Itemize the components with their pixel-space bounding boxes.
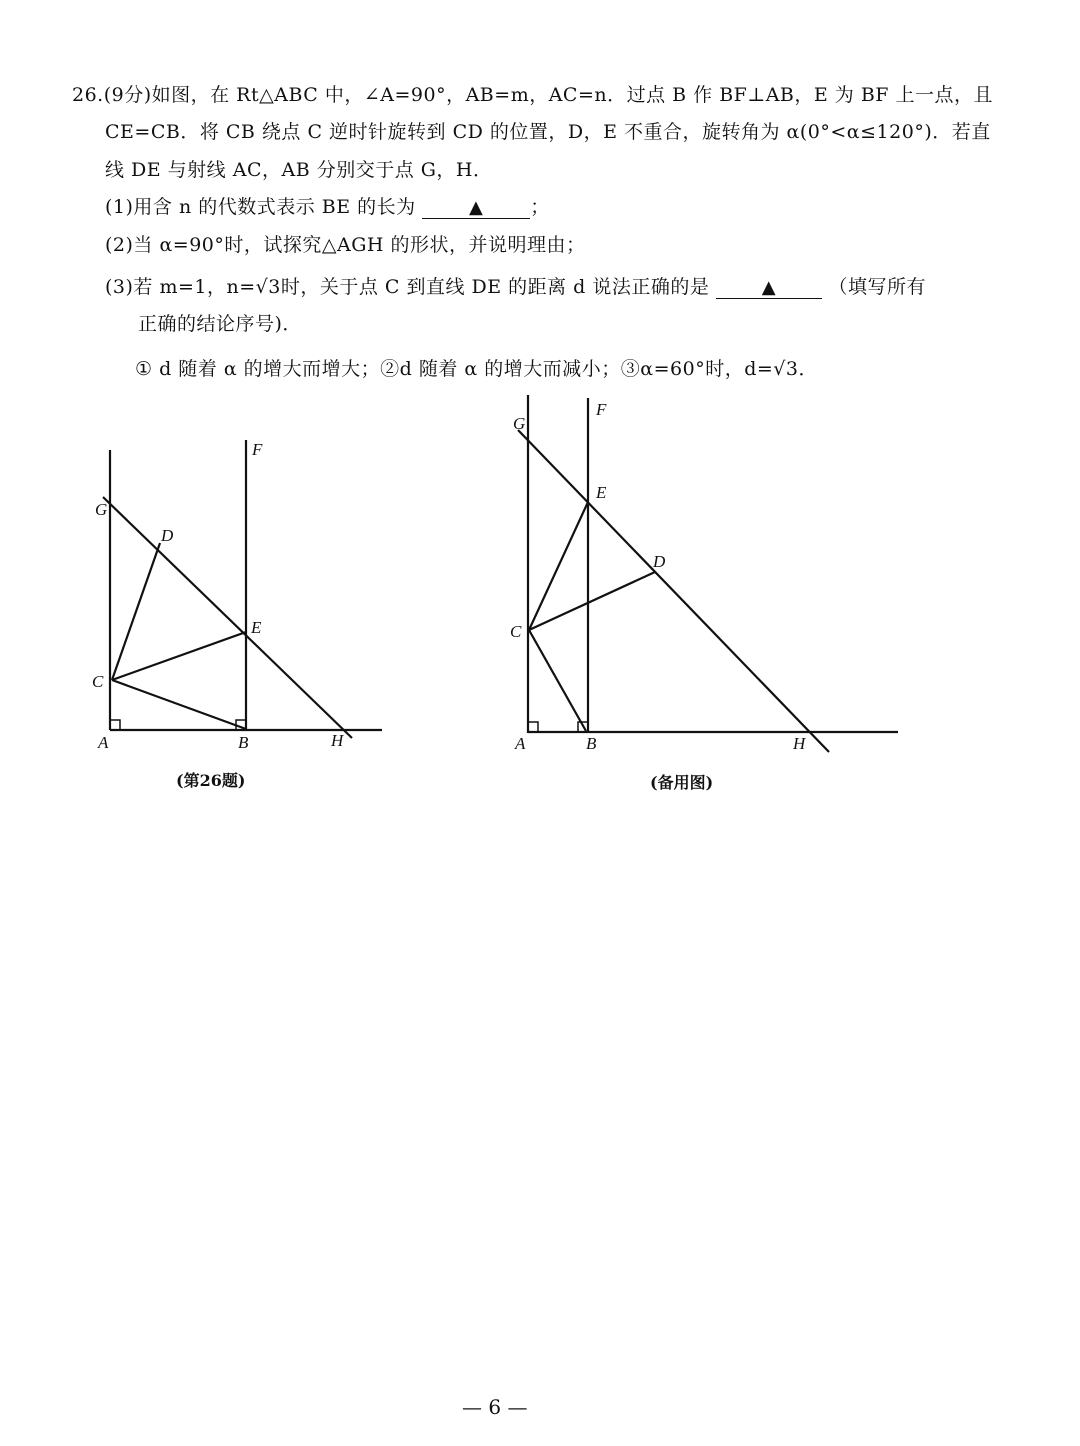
fig2-label-g: G [513,414,526,433]
answer-triangle-icon: ▲ [761,277,777,298]
fig1-right-angle-a [110,720,120,730]
fig2-segment-cd [529,572,655,630]
fig1-line-gh [103,497,352,738]
figure-1-lines [103,440,382,738]
fig2-segment-ce [529,502,588,630]
fig2-right-angle-a [528,722,538,732]
fig2-label-e: E [596,483,607,502]
fig1-label-b: B [238,733,249,752]
question-2-text: (2)当 α=90°时，试探究△AGH 的形状，并说明理由； [105,234,586,256]
answer-triangle-icon: ▲ [469,197,484,218]
question-1-end: ； [530,196,550,218]
fig2-label-b: B [586,734,597,753]
fig2-line-gh [518,430,829,752]
figure-2-caption: (备用图) [650,773,714,792]
question-3-options-text: ① d 随着 α 的增大而增大；②d 随着 α 的增大而减小；③α=60°时，d=√3． [135,358,819,380]
question-3-tail: （填写所有 [828,276,926,298]
figure-1-caption: (第26题) [176,771,246,790]
fig2-label-f: F [596,400,607,419]
fig1-label-a: A [98,733,109,752]
fig1-segment-cd [112,543,160,680]
problem-score: (9分) [103,84,152,106]
fig1-segment-ce [112,632,246,680]
figure-1-labels [92,440,345,752]
question-3-text-line-2: 正确的结论序号)． [138,313,302,335]
fig1-label-g: G [95,500,108,519]
fig1-label-c: C [92,672,104,691]
problem-text-line-3: 线 DE 与射线 AC，AB 分别交于点 G，H． [105,159,493,181]
fig1-label-e: E [251,618,262,637]
fig2-label-d: D [653,552,666,571]
fig2-label-a: A [515,734,526,753]
fig2-segment-cb [529,630,586,731]
question-3-text: (3)若 m=1，n=√3时，关于点 C 到直线 DE 的距离 d 说法正确的是 [105,276,710,298]
fig1-label-f: F [252,440,263,459]
problem-text-line-2: CE=CB．将 CB 绕点 C 逆时针旋转到 CD 的位置，D，E 不重合，旋转角为 α(0°<α≤120°)．若直 [105,121,991,143]
problem-text-line-1: 如图，在 Rt△ABC 中，∠A=90°，AB=m，AC=n．过点 B 作 BF⊥AB，E 为 BF 上一点，且 [151,84,994,106]
problem-number: 26. [72,84,104,106]
fig1-segment-cb [112,680,246,729]
fig2-label-c: C [510,622,522,641]
fig1-label-d: D [161,526,174,545]
question-1-text: (1)用含 n 的代数式表示 BE 的长为 [105,196,416,218]
fig1-label-h: H [331,731,344,750]
fig2-label-h: H [793,734,806,753]
figure-2-lines [518,395,898,752]
page-number: — 6 — [462,1395,528,1419]
